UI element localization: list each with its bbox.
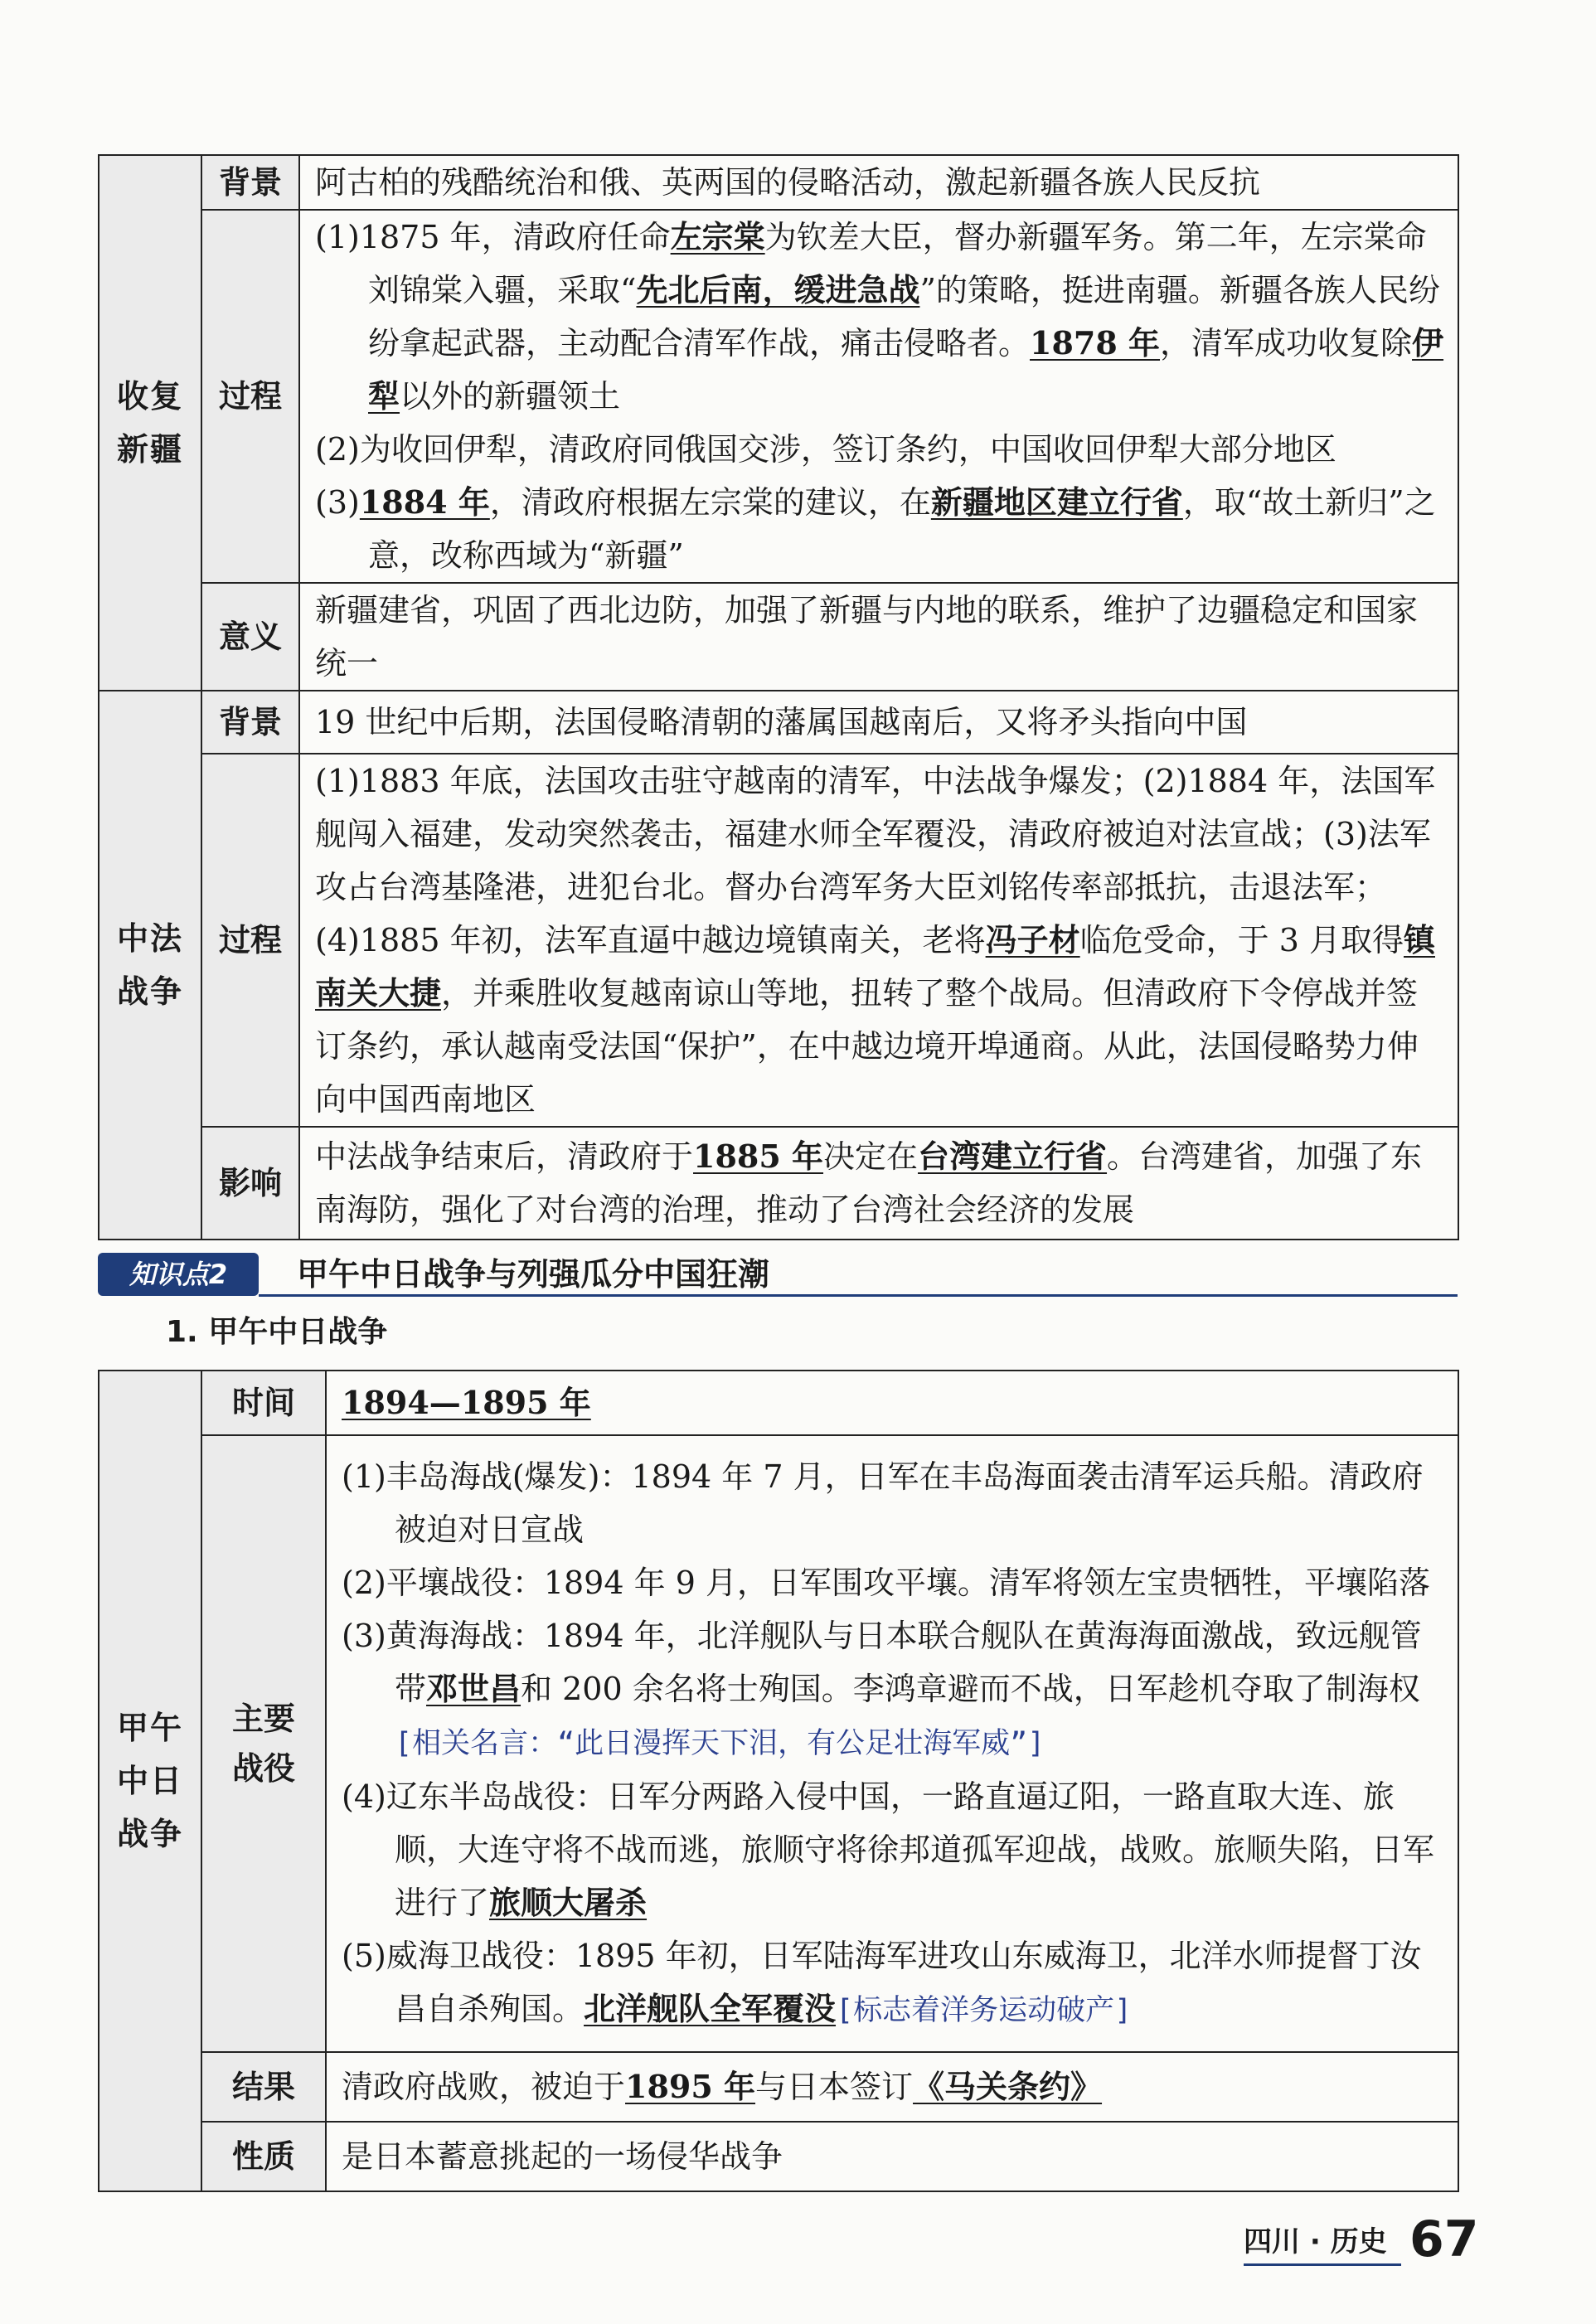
row-content-impact [299,1127,1458,1240]
section-label-war [99,1371,201,2191]
table-xinjiang-sinofrench [98,154,1459,1240]
key-term: 新疆地区建立行省 [930,483,1183,521]
row-label-process: 过程 [201,754,299,1127]
key-term: 1894—1895 年 [342,1384,591,1421]
key-term: 左宗棠 [670,218,765,255]
row-label-nature: 性质 [201,2122,326,2191]
list-item: (3)黄海海战：1894 年，北洋舰队与日本联合舰队在黄海海面激战，致远舰管带邓世昌和 200 余名将士殉国。李鸿章避而不战，日军趁机夺取了制海权 [相关名言：“此日漫挥天下泪，有公足壮海军威”] [342,1618,1422,1760]
section-label-xinjiang [99,155,201,691]
list-item: (2)平壤战役：1894 年 9 月，日军围攻平壤。清军将领左宝贵牺牲，平壤陷落 [342,1565,1430,1601]
note-citation: [标志着洋务运动破产] [836,1994,1133,2027]
knowledge-point-header [98,1253,1458,1296]
list-item: (3)1884 年，清政府根据左宗棠的建议，在新疆地区建立行省，取“故土新归”之意，改称西域为“新疆” [315,483,1436,574]
page-footer [1244,2205,1479,2272]
row-label-background: 背景 [201,155,299,210]
row-content-process [299,754,1458,1127]
knowledge-point-badge: 知识点2 [98,1253,259,1296]
paragraph: 中法战争结束后，清政府于1885 年决定在台湾建立行省。台湾建省，加强了东南海防，强化了对台湾的治理，推动了台湾社会经济的发展 [315,1138,1423,1228]
row-content-background: 19 世纪中后期，法国侵略清朝的藩属国越南后，又将矛头指向中国 [299,691,1458,754]
quote-citation: [相关名言：“此日漫挥天下泪，有公足壮海军威”] [395,1727,1045,1760]
key-term: 1884 年 [359,483,490,521]
footer-label: 四川 · 历史 [1244,2225,1387,2259]
list-item: (4)辽东半岛战役：日军分两路入侵中国，一路直逼辽阳，一路直取大连、旅顺，大连守将不战而逃，旅顺守将徐邦道孤军迎战，战败。旅顺失陷，日军进行了旅顺大屠杀 [342,1778,1435,1921]
section-name: 中法战争 [117,920,184,1010]
key-term: 1895 年 [625,2068,756,2105]
row-content-time [326,1371,1458,1435]
list-item: (2)为收回伊犁，清政府同俄国交涉，签订条约，中国收回伊犁大部分地区 [315,431,1336,468]
row-label-time: 时间 [201,1371,326,1435]
section-name: 甲午中日战争 [117,1710,184,1852]
key-term: 伊犁 [368,324,1444,415]
row-content-result: 清政府战败，被迫于1895 年与日本签订《马关条约》 [326,2052,1458,2122]
row-content-process [299,210,1458,583]
list-item: (1)丰岛海战(爆发)：1894 年 7 月，日军在丰岛海面袭击清军运兵船。清政府被迫对日宣战 [342,1458,1424,1548]
knowledge-point-title: 甲午中日战争与列强瓜分中国狂潮 [297,1256,770,1293]
key-term: 1878 年 [1030,324,1161,361]
key-term: 北洋舰队全军覆没 [584,1990,837,2027]
row-content-background: 阿古柏的残酷统治和俄、英两国的侵略活动，激起新疆各族人民反抗 [299,155,1458,210]
row-label-background: 背景 [201,691,299,754]
key-term: 冯子材 [985,921,1080,958]
key-term: 1885 年 [693,1138,824,1175]
row-label-battles [201,1435,326,2052]
key-term: 镇南关大捷 [315,921,1435,1012]
key-term: 台湾建立行省 [918,1138,1108,1175]
row-label-text: 主要战役 [231,1701,295,1787]
page-number: 67 [1409,2210,1479,2268]
row-content-nature: 是日本蓄意挑起的一场侵华战争 [326,2122,1458,2191]
key-term: 旅顺大屠杀 [489,1884,648,1921]
section-label-sinofrench [99,691,201,1240]
key-term: 邓世昌 [426,1670,521,1707]
paragraph: (1)1883 年底，法国攻击驻守越南的清军，中法战争爆发；(2)1884 年，法国军舰闯入福建，发动突然袭击，福建水师全军覆没，清政府被迫对法宣战；(3)法军攻占台湾基隆港，进犯台北。督办台湾军务大臣刘铭传率部抵抗，击退法军；(4)1885 年初，法军直逼中越边境镇南关，老将冯子材临危受命，于 3 月取得镇南关大捷，并乘胜收复越南谅山等地，扭转了整个战局。但清政府下令停战并签订条约，承认越南受法国“保护”，在中越边境开埠通商。从此，法国侵略势力伸向中国西南地区 [315,763,1436,1118]
row-label-meaning: 意义 [201,583,299,691]
row-content-battles [326,1435,1458,2052]
row-label-result: 结果 [201,2052,326,2122]
list-item: (5)威海卫战役：1895 年初，日军陆海军进攻山东威海卫，北洋水师提督丁汝昌自杀殉国。北洋舰队全军覆没[标志着洋务运动破产] [342,1938,1422,2027]
footer-underline [1244,2263,1401,2266]
key-term: 《马关条约》 [913,2068,1103,2105]
table-sino-japanese-war [98,1370,1459,2192]
sub-heading: 1. 甲午中日战争 [166,1315,388,1349]
row-label-impact: 影响 [201,1127,299,1240]
list-item: (1)1875 年，清政府任命左宗棠为钦差大臣，督办新疆军务。第二年，左宗棠命刘锦棠入疆，采取“先北后南，缓进急战”的策略，挺进南疆。新疆各族人民纷纷拿起武器，主动配合清军作战，痛击侵略者。1878 年，清军成功收复除伊犁以外的新疆领土 [315,218,1444,415]
key-term: 先北后南，缓进急战 [636,271,920,308]
section-name: 收复新疆 [117,378,184,468]
row-label-process: 过程 [201,210,299,583]
row-content-meaning: 新疆建省，巩固了西北边防，加强了新疆与内地的联系，维护了边疆稳定和国家统一 [299,583,1458,691]
